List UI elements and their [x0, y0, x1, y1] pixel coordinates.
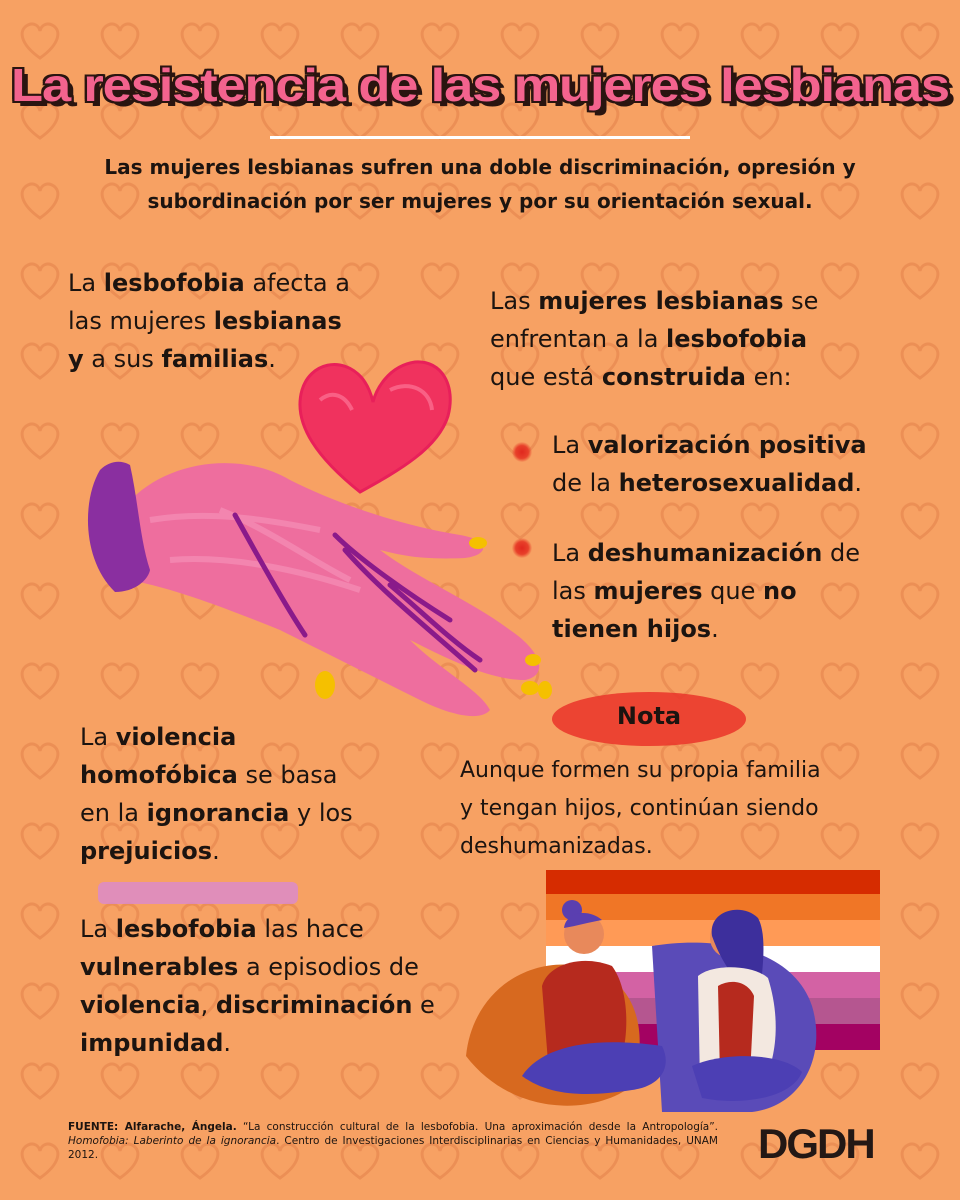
source-citation: FUENTE: Alfarache, Ángela. “La construcción cultural de la lesbofobia. Una aproximación desde la Antropología”. Homofobia: Laberinto de la ignorancia. Centro de Investigaciones Interdisciplinarias en Ciencias y Humanidades, UNAM 2012.: [68, 1121, 718, 1161]
subtitle-line-1: Las mujeres lesbianas sufren una doble discriminación, opresión y: [104, 155, 856, 179]
lesbofobia-construction-text: Las mujeres lesbianas se enfrentan a la lesbofobia que está construida en:: [490, 287, 819, 391]
page-title: La resistencia de las mujeres lesbianas: [11, 59, 949, 111]
dgdh-logo: DGDH: [758, 1120, 874, 1167]
violence-ignorance-text: La violencia homofóbica se basa en la ignorancia y los prejuicios.: [80, 723, 353, 865]
bullet-item-2: La deshumanización de las mujeres que no tienen hijos.: [552, 539, 860, 643]
hand-heart-illustration: [70, 330, 590, 720]
note-label: Nota: [616, 702, 682, 730]
title-divider: [270, 136, 690, 139]
couple-illustration: [462, 866, 882, 1116]
subtitle: [40, 150, 920, 218]
heart-icon: [300, 362, 450, 492]
lesbofobia-families-text: La lesbofobia afecta a las mujeres lesbianas y a sus familias.: [68, 269, 350, 373]
note-text: Aunque formen su propia familia y tengan hijos, continúan siendo deshumanizadas.: [460, 758, 821, 859]
bullet-item-1: La valorización positiva de la heterosexualidad.: [552, 431, 867, 497]
vulnerability-text: La lesbofobia las hace vulnerables a episodios de violencia, discriminación e impunidad.: [80, 915, 435, 1057]
subtitle-line-2: subordinación por ser mujeres y por su orientación sexual.: [147, 189, 813, 213]
hand-illustration: [88, 462, 552, 716]
brush-stroke-divider: [98, 882, 298, 904]
